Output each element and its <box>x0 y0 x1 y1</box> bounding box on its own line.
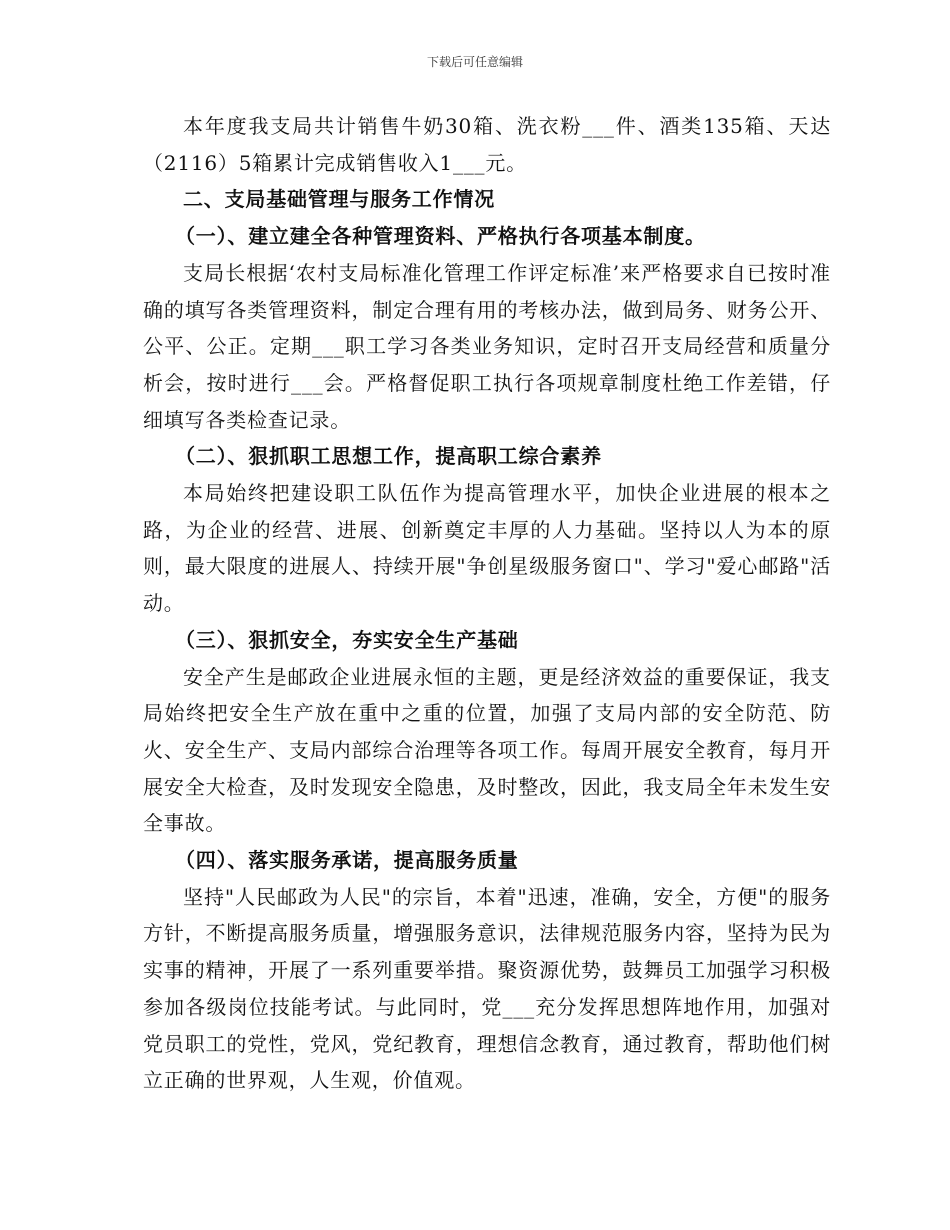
subheading-2: （二）、狠抓职工思想工作，提高职工综合素养 <box>175 444 602 469</box>
paragraph-management: 支局长根据‘农村支局标准化管理工作评定标准’来严格要求自已按时准确的填写各类管理资料，制定合理有用的考核办法，做到局务、财务公开、公平、公正。定期___职工学习各类业务知识，定时召开支局经营和质量分析会，按时进行___会。严格督促职工执行各项规章制度杜绝工作差错，仔细填写各类检查记录。 <box>143 260 831 432</box>
subheading-4: （四）、落实服务承诺，提高服务质量 <box>175 848 519 873</box>
paragraph-staff: 本局始终把建设职工队伍作为提高管理水平，加快企业进展的根本之路，为企业的经营、进展、创新奠定丰厚的人力基础。坚持以人为本的原则，最大限度的进展人、持续开展"争创星级服务窗口"、学习"爱心邮路"活动。 <box>143 481 831 616</box>
paragraph-safety: 安全产生是邮政企业进展永恒的主题，更是经济效益的重要保证，我支局始终把安全生产放在重中之重的位置，加强了支局内部的安全防范、防火、安全生产、支局内部综合治理等各项工作。每周开展安全教育，每月开展安全大检查，及时发现安全隐患，及时整改，因此，我支局全年未发生安全事故。 <box>143 664 831 836</box>
document-body <box>143 108 831 1099</box>
paragraph-sales-summary: 本年度我支局共计销售牛奶30箱、洗衣粉___件、酒类135箱、天达（2116）5箱累计完成销售收入1___元。 <box>143 114 831 175</box>
section-heading-2: 二、支局基础管理与服务工作情况 <box>183 187 495 212</box>
page-header: 下载后可任意编辑 <box>426 55 523 69</box>
subheading-1: （一）、建立建全各种管理资料、严格执行各项基本制度。 <box>175 224 706 249</box>
subheading-3: （三）、狠抓安全，夯实安全生产基础 <box>175 627 519 652</box>
paragraph-service: 坚持"人民邮政为人民"的宗旨，本着"迅速，准确，安全，方便"的服务方针，不断提高服务质量，增强服务意识，法律规范服务内容，坚持为民为实事的精神，开展了一系列重要举措。聚资源优势，鼓舞员工加强学习积极参加各级岗位技能考试。与此同时，党___充分发挥思想阵地作用，加强对党员职工的党性，党风，党纪教育，理想信念教育，通过教育，帮助他们树立正确的世界观，人生观，价值观。 <box>143 884 831 1093</box>
